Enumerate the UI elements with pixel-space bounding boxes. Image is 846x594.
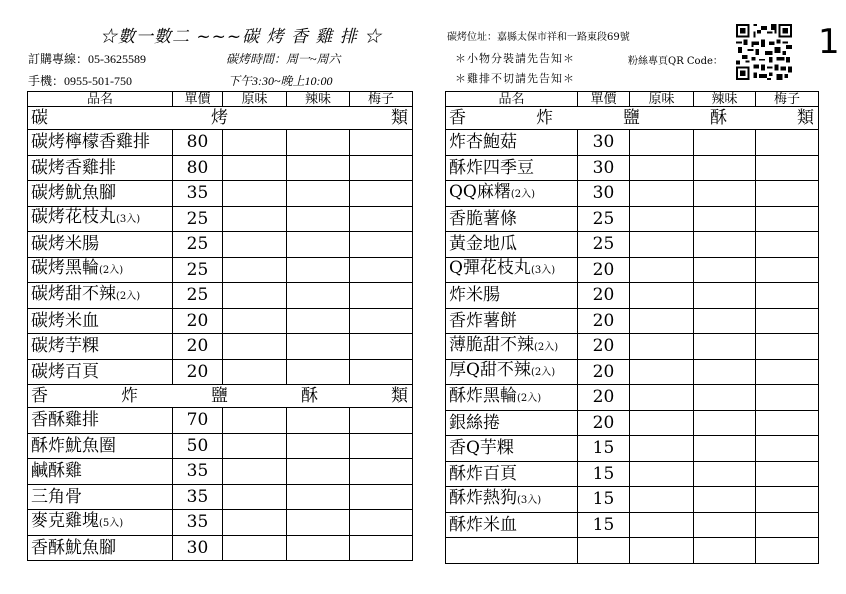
spicy-flavor-cell[interactable]	[287, 130, 350, 156]
spicy-flavor-cell[interactable]	[287, 308, 350, 334]
item-name	[446, 461, 578, 487]
original-flavor-cell[interactable]	[630, 385, 694, 411]
table-row	[28, 433, 413, 459]
header-unit-price: 單價	[173, 92, 223, 107]
item-name	[446, 181, 578, 207]
item-price: 80	[173, 155, 223, 181]
item-label: 碳烤百頁	[31, 361, 99, 382]
spicy-flavor-cell[interactable]	[694, 512, 756, 538]
item-price: 20	[578, 385, 630, 411]
original-flavor-cell[interactable]	[630, 257, 694, 283]
category-char: 酥	[301, 386, 318, 406]
original-flavor-cell[interactable]	[223, 308, 287, 334]
table-row	[446, 512, 819, 538]
qr-code-icon[interactable]	[735, 24, 793, 80]
plum-flavor-cell[interactable]	[756, 308, 819, 334]
plum-flavor-cell[interactable]	[350, 433, 413, 459]
header-original-flavor: 原味	[223, 92, 287, 107]
item-label: 三角骨	[31, 486, 82, 507]
item-name	[446, 385, 578, 411]
item-price: 25	[173, 206, 223, 232]
item-quantity-note: (2入)	[99, 265, 124, 277]
grill-hours-time: 下午3:30~晚上10:00	[228, 74, 333, 88]
category-char: 酥	[710, 108, 727, 128]
item-label: 銀絲捲	[449, 412, 500, 433]
spicy-flavor-cell[interactable]	[694, 436, 756, 462]
column-header-row	[28, 92, 413, 107]
item-label: 碳烤魷魚腳	[31, 183, 116, 204]
item-price: 20	[578, 334, 630, 360]
item-name	[28, 459, 173, 485]
header-plum-flavor: 梅子	[350, 92, 413, 107]
original-flavor-cell[interactable]	[223, 433, 287, 459]
header-spicy-flavor: 辣味	[287, 92, 350, 107]
item-name	[28, 283, 173, 309]
category-char: 香	[31, 386, 48, 406]
table-row	[28, 308, 413, 334]
item-price: 25	[173, 232, 223, 258]
spicy-flavor-cell[interactable]	[287, 484, 350, 510]
original-flavor-cell[interactable]	[630, 461, 694, 487]
item-label: 香Q芋粿	[449, 438, 514, 459]
table-row	[446, 181, 819, 207]
spicy-flavor-cell[interactable]	[287, 535, 350, 561]
menu-table-right	[445, 91, 819, 564]
category-label	[31, 109, 412, 127]
table-row	[446, 130, 819, 156]
page-number: 1	[818, 22, 840, 62]
item-price: 20	[173, 308, 223, 334]
item-label: Q彈花枝丸	[449, 258, 531, 279]
item-label: 鹹酥雞	[31, 461, 82, 482]
table-row	[28, 334, 413, 360]
header-item-name: 品名	[446, 92, 578, 107]
original-flavor-cell[interactable]	[223, 334, 287, 360]
table-row	[446, 461, 819, 487]
item-price: 30	[578, 181, 630, 207]
item-name	[28, 484, 173, 510]
table-row	[446, 283, 819, 309]
category-char: 烤	[211, 108, 228, 128]
item-label: 麥克雞塊	[31, 510, 99, 531]
item-price: 15	[578, 512, 630, 538]
plum-flavor-cell[interactable]	[756, 181, 819, 207]
category-heading	[28, 107, 413, 130]
item-label: 酥炸百頁	[449, 463, 517, 484]
item-name	[446, 155, 578, 181]
plum-flavor-cell[interactable]	[756, 436, 819, 462]
item-price: 30	[578, 155, 630, 181]
item-label: 黃金地瓜	[449, 234, 517, 255]
item-quantity-note: (2入)	[534, 341, 559, 353]
item-price: 35	[173, 181, 223, 207]
item-price: 20	[173, 359, 223, 385]
item-price: 20	[578, 359, 630, 385]
original-flavor-cell[interactable]	[223, 535, 287, 561]
item-price: 20	[578, 257, 630, 283]
original-flavor-cell[interactable]	[630, 512, 694, 538]
item-label: 酥炸四季豆	[449, 157, 534, 178]
item-price: 80	[173, 130, 223, 156]
plum-flavor-cell[interactable]	[350, 334, 413, 360]
plum-flavor-cell[interactable]	[756, 385, 819, 411]
original-flavor-cell[interactable]	[630, 206, 694, 232]
category-row	[28, 385, 413, 408]
table-row	[28, 408, 413, 434]
original-flavor-cell[interactable]	[630, 130, 694, 156]
original-flavor-cell[interactable]	[630, 232, 694, 258]
item-name	[446, 334, 578, 360]
table-row	[446, 410, 819, 436]
plum-flavor-cell[interactable]	[756, 232, 819, 258]
column-header-row	[446, 92, 819, 107]
item-name	[28, 257, 173, 283]
table-row	[446, 436, 819, 462]
item-label: 厚Q甜不辣	[449, 360, 531, 381]
mobile-phone: 手機：0955-501-750	[28, 74, 132, 88]
original-flavor-cell[interactable]	[223, 359, 287, 385]
original-flavor-cell[interactable]	[223, 232, 287, 258]
shop-address: 碳烤位址：嘉縣太保市祥和一路東段69號	[447, 32, 630, 43]
item-name	[28, 155, 173, 181]
spicy-flavor-cell[interactable]	[287, 257, 350, 283]
plum-flavor-cell[interactable]	[350, 510, 413, 536]
table-row	[28, 459, 413, 485]
plum-flavor-cell[interactable]	[350, 283, 413, 309]
item-price: 20	[173, 334, 223, 360]
category-row	[446, 107, 819, 130]
item-price: 50	[173, 433, 223, 459]
table-row	[446, 206, 819, 232]
item-price: 20	[578, 410, 630, 436]
item-name	[28, 535, 173, 561]
item-label: 碳烤香雞排	[31, 157, 116, 178]
original-flavor-cell[interactable]	[223, 206, 287, 232]
item-quantity-note: (3入)	[530, 265, 556, 277]
category-char: 炸	[536, 108, 553, 128]
spicy-flavor-cell[interactable]	[694, 232, 756, 258]
original-flavor-cell[interactable]	[223, 283, 287, 309]
spicy-flavor-cell[interactable]	[694, 155, 756, 181]
spicy-flavor-cell[interactable]	[287, 433, 350, 459]
plum-flavor-cell[interactable]	[350, 181, 413, 207]
plum-flavor-cell[interactable]	[350, 408, 413, 434]
plum-flavor-cell[interactable]	[350, 459, 413, 485]
menu-table-left	[27, 91, 413, 561]
item-label: 薄脆甜不辣	[449, 334, 534, 355]
item-name	[28, 308, 173, 334]
plum-flavor-cell[interactable]	[350, 535, 413, 561]
item-quantity-note: (2入)	[530, 367, 556, 379]
category-char: 類	[797, 108, 814, 128]
grill-hours-days: 碳烤時間：周一~周六	[226, 52, 341, 66]
spicy-flavor-cell[interactable]	[694, 181, 756, 207]
item-name	[446, 257, 578, 283]
table-row	[446, 232, 819, 258]
item-price: 25	[578, 206, 630, 232]
category-char: 類	[391, 108, 408, 128]
table-row	[28, 181, 413, 207]
table-row	[446, 308, 819, 334]
plum-flavor-cell[interactable]	[756, 359, 819, 385]
plum-flavor-cell[interactable]	[756, 334, 819, 360]
item-name	[446, 283, 578, 309]
plum-flavor-cell[interactable]	[756, 155, 819, 181]
item-label: 炸米腸	[449, 285, 500, 306]
table-row	[28, 130, 413, 156]
table-row	[28, 484, 413, 510]
table-row	[446, 155, 819, 181]
table-row	[28, 535, 413, 561]
item-name	[446, 232, 578, 258]
original-flavor-cell[interactable]	[223, 155, 287, 181]
original-flavor-cell[interactable]	[630, 308, 694, 334]
table-row	[446, 359, 819, 385]
item-price: 70	[173, 408, 223, 434]
spicy-flavor-cell[interactable]	[694, 206, 756, 232]
original-flavor-cell[interactable]	[223, 408, 287, 434]
header-item-name: 品名	[28, 92, 173, 107]
item-price: 35	[173, 510, 223, 536]
plum-flavor-cell[interactable]	[350, 257, 413, 283]
spicy-flavor-cell[interactable]	[694, 385, 756, 411]
spicy-flavor-cell[interactable]	[694, 308, 756, 334]
category-char: 類	[391, 386, 408, 406]
spicy-flavor-cell[interactable]	[694, 257, 756, 283]
item-name	[28, 433, 173, 459]
item-label: 酥炸熱狗	[449, 487, 517, 508]
original-flavor-cell[interactable]	[630, 487, 694, 513]
plum-flavor-cell[interactable]	[350, 484, 413, 510]
item-label: 碳烤米血	[31, 310, 99, 331]
table-row	[28, 155, 413, 181]
table-row	[28, 283, 413, 309]
original-flavor-cell[interactable]	[223, 130, 287, 156]
spicy-flavor-cell[interactable]	[287, 155, 350, 181]
spicy-flavor-cell[interactable]	[694, 359, 756, 385]
original-flavor-cell[interactable]	[630, 181, 694, 207]
header-unit-price: 單價	[578, 92, 630, 107]
plum-flavor-cell[interactable]	[756, 257, 819, 283]
item-quantity-note: (2入)	[510, 188, 536, 200]
category-char: 香	[449, 108, 466, 128]
item-price: 15	[578, 487, 630, 513]
item-price: 25	[173, 283, 223, 309]
item-label: 碳烤檸檬香雞排	[31, 132, 150, 153]
category-heading	[28, 385, 413, 408]
category-char: 炸	[121, 386, 138, 406]
original-flavor-cell[interactable]	[223, 257, 287, 283]
original-flavor-cell[interactable]	[223, 181, 287, 207]
category-char: 鹽	[623, 108, 640, 128]
spicy-flavor-cell[interactable]	[287, 459, 350, 485]
menu-title: ☆數一數二 ~~~碳 烤 香 雞 排 ☆	[100, 27, 383, 47]
item-name	[446, 487, 578, 513]
item-name	[446, 436, 578, 462]
table-row	[28, 257, 413, 283]
original-flavor-cell[interactable]	[630, 155, 694, 181]
item-quantity-note: (5入)	[99, 517, 124, 529]
item-price: 25	[173, 257, 223, 283]
spicy-flavor-cell[interactable]	[287, 232, 350, 258]
item-label: 碳烤芋粿	[31, 336, 99, 357]
item-quantity-note: (3入)	[517, 494, 542, 506]
plum-flavor-cell[interactable]	[756, 130, 819, 156]
spicy-flavor-cell[interactable]	[287, 408, 350, 434]
plum-flavor-cell[interactable]	[756, 206, 819, 232]
item-label: 碳烤米腸	[31, 234, 99, 255]
original-flavor-cell[interactable]	[223, 510, 287, 536]
header-plum-flavor: 梅子	[756, 92, 819, 107]
table-row	[28, 359, 413, 385]
spicy-flavor-cell[interactable]	[694, 334, 756, 360]
item-name	[28, 232, 173, 258]
table-row	[446, 385, 819, 411]
header-original-flavor: 原味	[630, 92, 694, 107]
table-row	[446, 487, 819, 513]
plum-flavor-cell[interactable]	[350, 232, 413, 258]
item-label: 酥炸米血	[449, 514, 517, 535]
plum-flavor-cell[interactable]	[756, 283, 819, 309]
item-price: 30	[173, 535, 223, 561]
table-row	[446, 334, 819, 360]
item-name	[446, 359, 578, 385]
plum-flavor-cell[interactable]	[350, 206, 413, 232]
item-name	[446, 512, 578, 538]
fanpage-label: 粉絲專頁QR Code：	[628, 56, 723, 67]
spicy-flavor-cell[interactable]	[694, 461, 756, 487]
item-quantity-note: (2入)	[116, 290, 141, 302]
item-quantity-note: (2入)	[517, 392, 542, 404]
spicy-flavor-cell[interactable]	[287, 206, 350, 232]
original-flavor-cell[interactable]	[630, 334, 694, 360]
item-price: 25	[578, 232, 630, 258]
item-name	[446, 308, 578, 334]
item-quantity-note: (3入)	[116, 214, 141, 226]
plum-flavor-cell[interactable]	[756, 487, 819, 513]
plum-flavor-cell[interactable]	[756, 461, 819, 487]
order-hotline: 訂購專線：05-3625589	[28, 52, 146, 66]
item-label: 香酥雞排	[31, 410, 99, 431]
item-name	[446, 206, 578, 232]
item-name	[28, 181, 173, 207]
item-price: 15	[578, 461, 630, 487]
portion-note: ＊小物分裝請先告知＊	[455, 52, 575, 65]
item-label: 碳烤甜不辣	[31, 283, 116, 304]
spicy-flavor-cell[interactable]	[694, 538, 756, 564]
plum-flavor-cell[interactable]	[756, 410, 819, 436]
spicy-flavor-cell[interactable]	[694, 487, 756, 513]
spicy-flavor-cell[interactable]	[694, 410, 756, 436]
item-price: 30	[578, 130, 630, 156]
category-label	[31, 387, 412, 405]
category-label	[449, 109, 818, 127]
header-spicy-flavor: 辣味	[694, 92, 756, 107]
spicy-flavor-cell[interactable]	[287, 334, 350, 360]
category-heading	[446, 107, 819, 130]
table-row	[28, 206, 413, 232]
item-label: 酥炸黑輪	[449, 385, 517, 406]
plum-flavor-cell[interactable]	[756, 538, 819, 564]
original-flavor-cell[interactable]	[630, 283, 694, 309]
item-price: 35	[173, 484, 223, 510]
item-name	[28, 206, 173, 232]
table-row	[446, 538, 819, 564]
item-label: 香酥魷魚腳	[31, 537, 116, 558]
spicy-flavor-cell[interactable]	[694, 283, 756, 309]
original-flavor-cell[interactable]	[630, 410, 694, 436]
table-row	[28, 232, 413, 258]
item-price: 20	[578, 283, 630, 309]
spicy-flavor-cell[interactable]	[287, 181, 350, 207]
item-name	[28, 408, 173, 434]
item-label: QQ麻糬	[449, 181, 511, 202]
spicy-flavor-cell[interactable]	[694, 130, 756, 156]
item-name	[446, 538, 578, 564]
plum-flavor-cell[interactable]	[350, 155, 413, 181]
plum-flavor-cell[interactable]	[350, 308, 413, 334]
category-char: 碳	[31, 108, 48, 128]
plum-flavor-cell[interactable]	[350, 130, 413, 156]
spicy-flavor-cell[interactable]	[287, 283, 350, 309]
table-row	[446, 257, 819, 283]
table-row	[28, 510, 413, 536]
item-label: 碳烤黑輪	[31, 258, 99, 279]
item-price: 15	[578, 436, 630, 462]
item-name	[446, 410, 578, 436]
spicy-flavor-cell[interactable]	[287, 359, 350, 385]
category-row	[28, 107, 413, 130]
item-name	[28, 130, 173, 156]
item-price: 35	[173, 459, 223, 485]
item-name	[446, 130, 578, 156]
spicy-flavor-cell[interactable]	[287, 510, 350, 536]
plum-flavor-cell[interactable]	[350, 359, 413, 385]
original-flavor-cell[interactable]	[223, 459, 287, 485]
item-label: 碳烤花枝丸	[31, 207, 116, 228]
original-flavor-cell[interactable]	[630, 436, 694, 462]
no-cut-note: ＊雞排不切請先告知＊	[455, 72, 575, 85]
original-flavor-cell[interactable]	[630, 538, 694, 564]
item-price	[578, 538, 630, 564]
item-label: 香炸薯餅	[449, 310, 517, 331]
item-name	[28, 359, 173, 385]
item-label: 炸杏鮑菇	[449, 132, 517, 153]
item-name	[28, 510, 173, 536]
original-flavor-cell[interactable]	[630, 359, 694, 385]
plum-flavor-cell[interactable]	[756, 512, 819, 538]
item-name	[28, 334, 173, 360]
item-label: 香脆薯條	[449, 208, 517, 229]
item-label: 酥炸魷魚圈	[31, 435, 116, 456]
category-char: 鹽	[211, 386, 228, 406]
item-price: 20	[578, 308, 630, 334]
original-flavor-cell[interactable]	[223, 484, 287, 510]
